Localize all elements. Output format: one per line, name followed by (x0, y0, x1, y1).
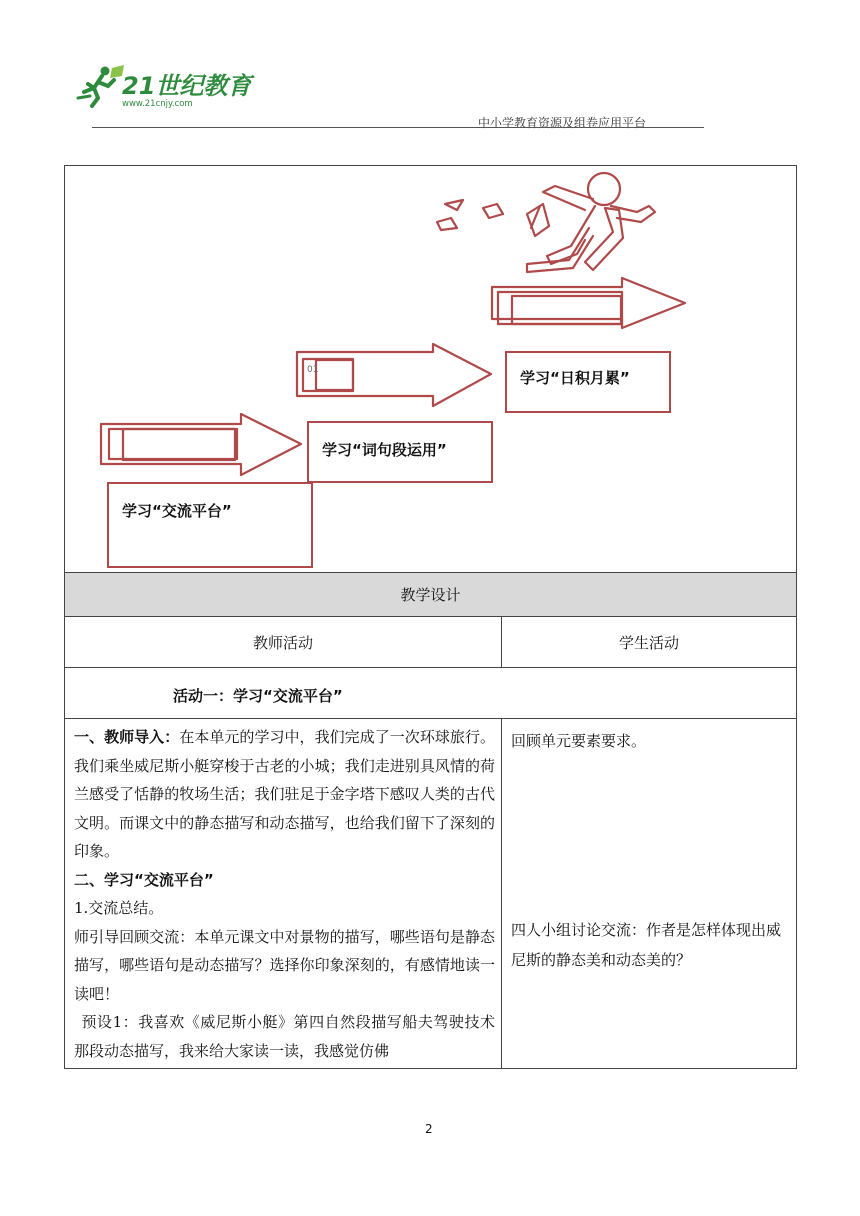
step1-box (107, 482, 313, 568)
step2-mark: 01 (307, 365, 319, 375)
section-heading: 二、学习“交流平台” (74, 870, 214, 889)
step3-box (505, 351, 671, 413)
arrow-step2 (297, 344, 491, 406)
activity-row (64, 667, 797, 719)
runner-figure-icon (437, 173, 655, 272)
teacher-column-header (64, 616, 502, 668)
intro-text: 在本单元的学习中，我们完成了一次环球旅行。我们乘坐威尼斯小艇穿梭于古老的小城；我们走进别具风情的荷兰感受了恬静的牧场生活；我们驻足于金字塔下感叹人类的古代文明。而课文中的静态描写和动态描写，也给我们留下了深刻的印象。 (74, 728, 495, 860)
teacher-activity-cell (64, 718, 502, 1069)
logo-url: www.21cnjy.com (122, 99, 193, 108)
activity-title: 活动一：学习“交流平台” (173, 687, 343, 705)
student-activity-cell (501, 718, 797, 1069)
logo-text: 21世纪教育 (122, 72, 252, 100)
header-tagline: 中小学教育资源及组卷应用平台 (478, 116, 647, 130)
step3-label: 学习“日积月累” (520, 369, 630, 387)
page-number: 2 (425, 1122, 433, 1136)
running-figure-icon (78, 65, 124, 106)
step2-label: 学习“词句段运用” (322, 441, 447, 459)
logo (72, 62, 272, 108)
step-summary: 1.交流总结。 (74, 899, 164, 917)
design-header (64, 572, 797, 617)
teacher-column-label: 教师活动 (252, 633, 313, 652)
teacher-text (74, 723, 495, 1065)
preset-paragraph: 预设1：我喜欢《威尼斯小艇》第四自然段描写船夫驾驶技术那段动态描写，我来给大家读一读，我感觉仿佛 (74, 1013, 495, 1060)
guide-paragraph: 师引导回顾交流：本单元课文中对景物的描写，哪些语句是静态描写，哪些语句是动态描写？选择你印象深刻的，有感情地读一读吧！ (74, 927, 495, 1003)
intro-paragraph (74, 723, 495, 866)
student-column-label: 学生活动 (618, 633, 679, 652)
step2-box (307, 421, 493, 483)
intro-heading: 一、教师导入： (74, 728, 180, 746)
arrow-step1 (101, 414, 301, 475)
design-header-label: 教学设计 (400, 586, 461, 604)
arrow-step3 (492, 278, 685, 328)
header-divider (92, 127, 704, 128)
student-text-1: 回顾单元要素要求。 (511, 732, 647, 750)
student-column-header (501, 616, 797, 668)
student-text-2: 四人小组讨论交流：作者是怎样体现出威尼斯的静态美和动态美的？ (511, 921, 782, 969)
step1-label: 学习“交流平台” (122, 502, 232, 520)
diagram-cell (64, 165, 797, 573)
